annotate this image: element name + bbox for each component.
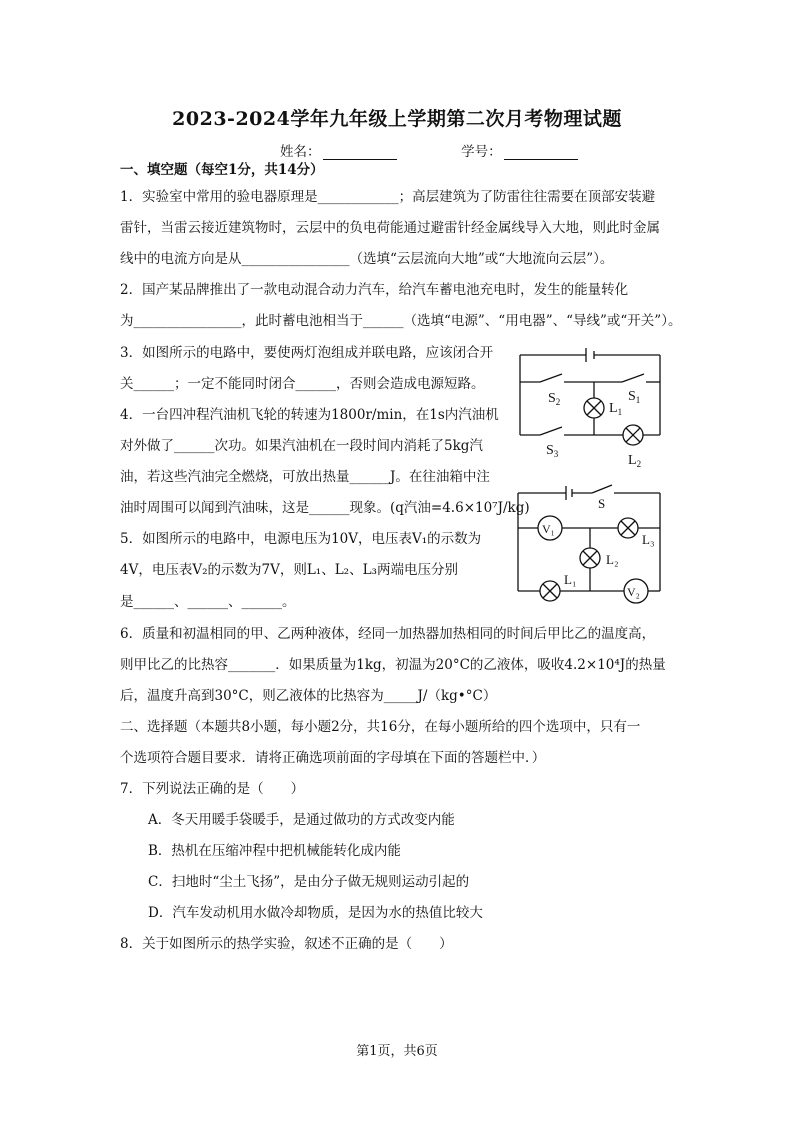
q1-line-2: 雷针，当雷云接近建筑物时，云层中的负电荷能通过避雷针经金属线导入大地，则此时金属 [120, 220, 660, 236]
q1-line-1: 1．实验室中常用的验电器原理是____________；高层建筑为了防雷往往需要在顶部安装避 [120, 189, 656, 205]
svg-text:S2: $S_2$ [548, 391, 561, 407]
svg-text:V₂: V₂ [627, 585, 640, 599]
q7-option-b: B．热机在压缩冲程中把机械能转化成内能 [148, 843, 401, 859]
section-heading-choice-1: 二、选择题（本题共8小题，每小题2分，共16分，在每小题所给的四个选项中，只有一 [120, 719, 641, 735]
switch-s-blade [592, 485, 612, 493]
svg-text:L₃: L₃ [642, 532, 655, 547]
q5-line-2: 4V，电压表V₂的示数为7V，则L₁、L₂、L₃两端电压分别 [120, 562, 458, 578]
svg-text:V₁: V₁ [542, 522, 555, 536]
section-heading-choice-2: 个选项符合题目要求．请将正确选项前面的字母填在下面的答题栏中．） [120, 750, 546, 766]
circuit-diagram-1 [510, 340, 670, 470]
q7-option-c: C．扫地时“尘土飞扬”，是由分子做无规则运动引起的 [148, 874, 470, 890]
name-label: 姓名： [280, 144, 321, 160]
switch-s2-blade [540, 374, 562, 382]
q7-stem: 7．下列说法正确的是（ ） [120, 781, 305, 797]
q3-line-1: 3．如图所示的电路中，要使两灯泡组成并联电路，应该闭合开 [120, 345, 494, 361]
svg-text:S3: $S_3$ [546, 443, 559, 459]
q5-line-3: 是______、______、______。 [120, 594, 296, 610]
id-blank[interactable] [504, 145, 578, 160]
circuit-diagram-2 [510, 478, 670, 608]
q8-stem: 8．关于如图所示的热学实验，叙述不正确的是（ ） [120, 936, 453, 952]
svg-text:L₁: L₁ [564, 572, 577, 587]
q2-line-2: 为________________，此时蓄电池相当于______（选填“电源”、“用电器”、“导线”或“开关”）。 [120, 313, 682, 329]
name-blank[interactable] [323, 145, 397, 160]
q4-line-4: 油时周围可以闻到汽油味，这是______现象。(q汽油=4.6×10⁷J/kg) [120, 500, 530, 516]
id-label: 学号： [461, 144, 502, 160]
page-title: 2023-2024学年九年级上学期第二次月考物理试题 [172, 108, 622, 130]
q6-line-3: 后，温度升高到30°C，则乙液体的比热容为_____J/（kg•°C） [120, 688, 497, 704]
svg-text:L1: $L_1$ [609, 401, 623, 417]
q4-line-1: 4．一台四冲程汽油机飞轮的转速为1800r/min，在1s内汽油机 [120, 407, 499, 423]
switch-s3-blade [540, 427, 562, 435]
page-footer: 第1页，共6页 [356, 1044, 438, 1059]
svg-text:L₂: L₂ [606, 552, 619, 567]
q5-line-1: 5．如图所示的电路中，电源电压为10V，电压表V₁的示数为 [120, 531, 482, 547]
q4-line-3: 油，若这些汽油完全燃烧，可放出热量______J。在往油箱中注 [120, 469, 490, 485]
switch-s1-blade [622, 374, 644, 382]
section-heading-fill: 一、填空题（每空1分，共14分） [120, 162, 324, 178]
svg-text:L2: $L_2$ [628, 453, 642, 469]
student-info [280, 140, 578, 160]
q1-line-3: 线中的电流方向是从________________（选填“云层流向大地”或“大地流向云层”）。 [120, 251, 614, 267]
q4-line-2: 对外做了______次功。如果汽油机在一段时间内消耗了5kg汽 [120, 438, 483, 454]
q7-option-a: A．冬天用暖手袋暖手，是通过做功的方式改变内能 [148, 812, 455, 828]
q7-option-d: D．汽车发动机用水做冷却物质，是因为水的热值比较大 [148, 905, 483, 921]
q3-line-2: 关______；一定不能同时闭合______，否则会造成电源短路。 [120, 376, 485, 392]
svg-text:S: S [598, 496, 606, 511]
q6-line-1: 6．质量和初温相同的甲、乙两种液体，经同一加热器加热相同的时间后甲比乙的温度高， [120, 626, 656, 642]
svg-text:S1: $S_1$ [628, 389, 641, 405]
q2-line-1: 2．国产某品牌推出了一款电动混合动力汽车，给汽车蓄电池充电时，发生的能量转化 [120, 282, 629, 298]
q6-line-2: 则甲比乙的比热容_______．如果质量为1kg，初温为20°C的乙液体，吸收4.2×10⁴J的热量 [120, 657, 666, 673]
